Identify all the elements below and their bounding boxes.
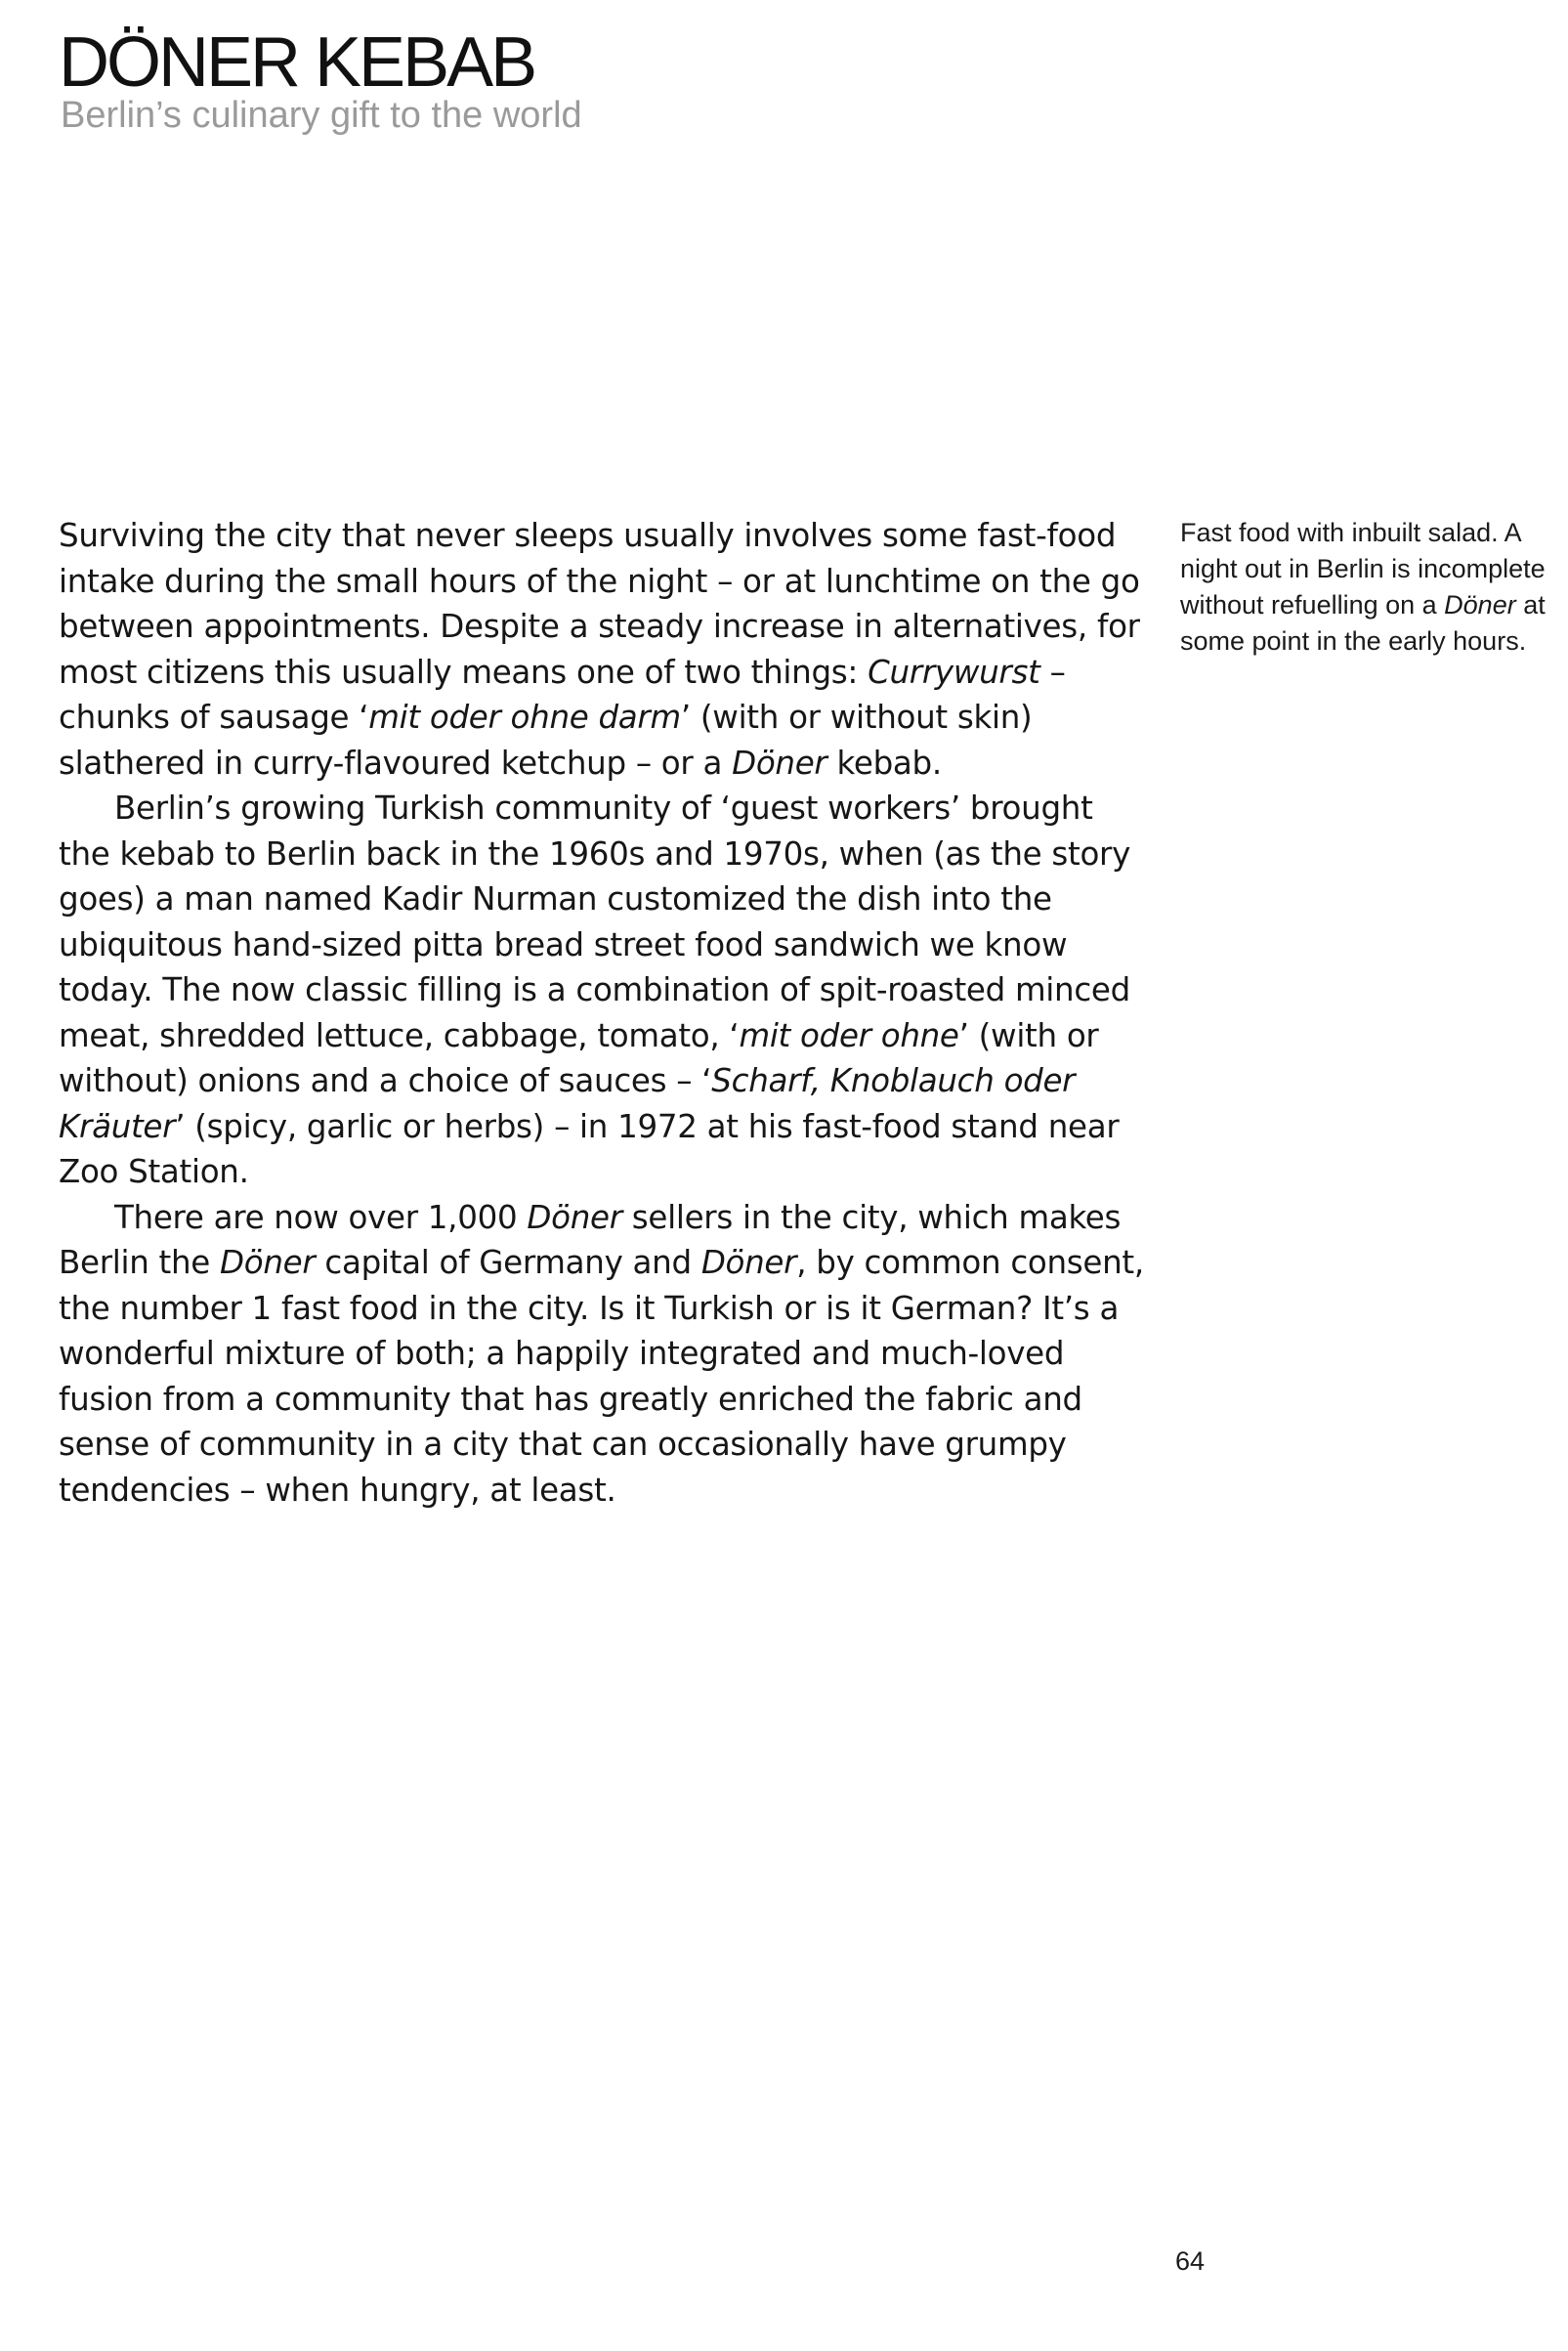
caption-text — [1180, 515, 1568, 660]
paragraph-1 — [59, 513, 1145, 786]
italic-term: Döner — [700, 1244, 797, 1281]
text-span: There are now over 1,000 — [114, 1198, 528, 1236]
text-span: kebab. — [826, 744, 942, 782]
paragraph-3 — [59, 1195, 1145, 1514]
page-title: DÖNER KEBAB — [59, 23, 535, 102]
text-span: Berlin’s growing Turkish community of ‘guest workers’ brought the kebab to Berlin back in the 1960s and 1970s, when (as the story goes) a man named Kadir Nurman customized the dish into the ubiquitous hand-sized pitta bread street food sandwich we know today. The now classic filling is a combination of spit-roasted minced meat, shredded lettuce, cabbage, tomato, ‘ — [59, 790, 1131, 1054]
page-subtitle: Berlin’s culinary gift to the world — [61, 95, 582, 136]
text-span: Fast food with inbuilt salad. A night out in Berlin is incomplete without refuelling on a — [1180, 518, 1546, 620]
page-number: 64 — [1175, 2246, 1206, 2276]
italic-term: Döner — [527, 1198, 622, 1236]
sidebar-caption — [1180, 515, 1568, 660]
italic-term: mit oder ohne — [739, 1016, 959, 1054]
text-span: ’ (with or without) onions and a choice of sauces – ‘ — [59, 1016, 1099, 1099]
italic-term: Döner — [1444, 590, 1516, 620]
italic-term: Currywurst — [868, 653, 1040, 691]
text-span: – chunks of sausage ‘ — [59, 653, 1066, 736]
text-span: at some point in the early hours. — [1180, 590, 1546, 656]
article-body — [59, 513, 1145, 1513]
text-span: sellers in the city, which makes Berlin the — [59, 1198, 1122, 1281]
text-span: , by common consent, the number 1 fast food in the city. Is it Turkish or is it German? It’s a wonderful mixture of both; a happily integrated and much-loved fusion from a community that has greatly enriched the fabric and sense of community in a city that can occasionally have grumpy tendencies – when hungry, at least. — [59, 1244, 1144, 1509]
italic-term: mit oder ohne darm — [368, 699, 681, 736]
text-span: Surviving the city that never sleeps usually involves some fast-food intake during the small hours of the night – or at lunchtime on the go between appointments. Despite a steady increase in alternatives, for most citizens this usually means one of two things: — [59, 517, 1140, 691]
italic-term: Scharf, Knoblauch oder Kräuter — [59, 1062, 1076, 1145]
italic-term: Döner — [220, 1244, 316, 1281]
text-span: ’ (with or without skin) slathered in curry-flavoured ketchup – or a — [59, 699, 1033, 782]
text-span: capital of Germany and — [315, 1244, 701, 1281]
text-span: ’ (spicy, garlic or herbs) – in 1972 at his fast-food stand near Zoo Station. — [59, 1107, 1120, 1190]
paragraph-2 — [59, 786, 1145, 1195]
italic-term: Döner — [732, 744, 827, 782]
